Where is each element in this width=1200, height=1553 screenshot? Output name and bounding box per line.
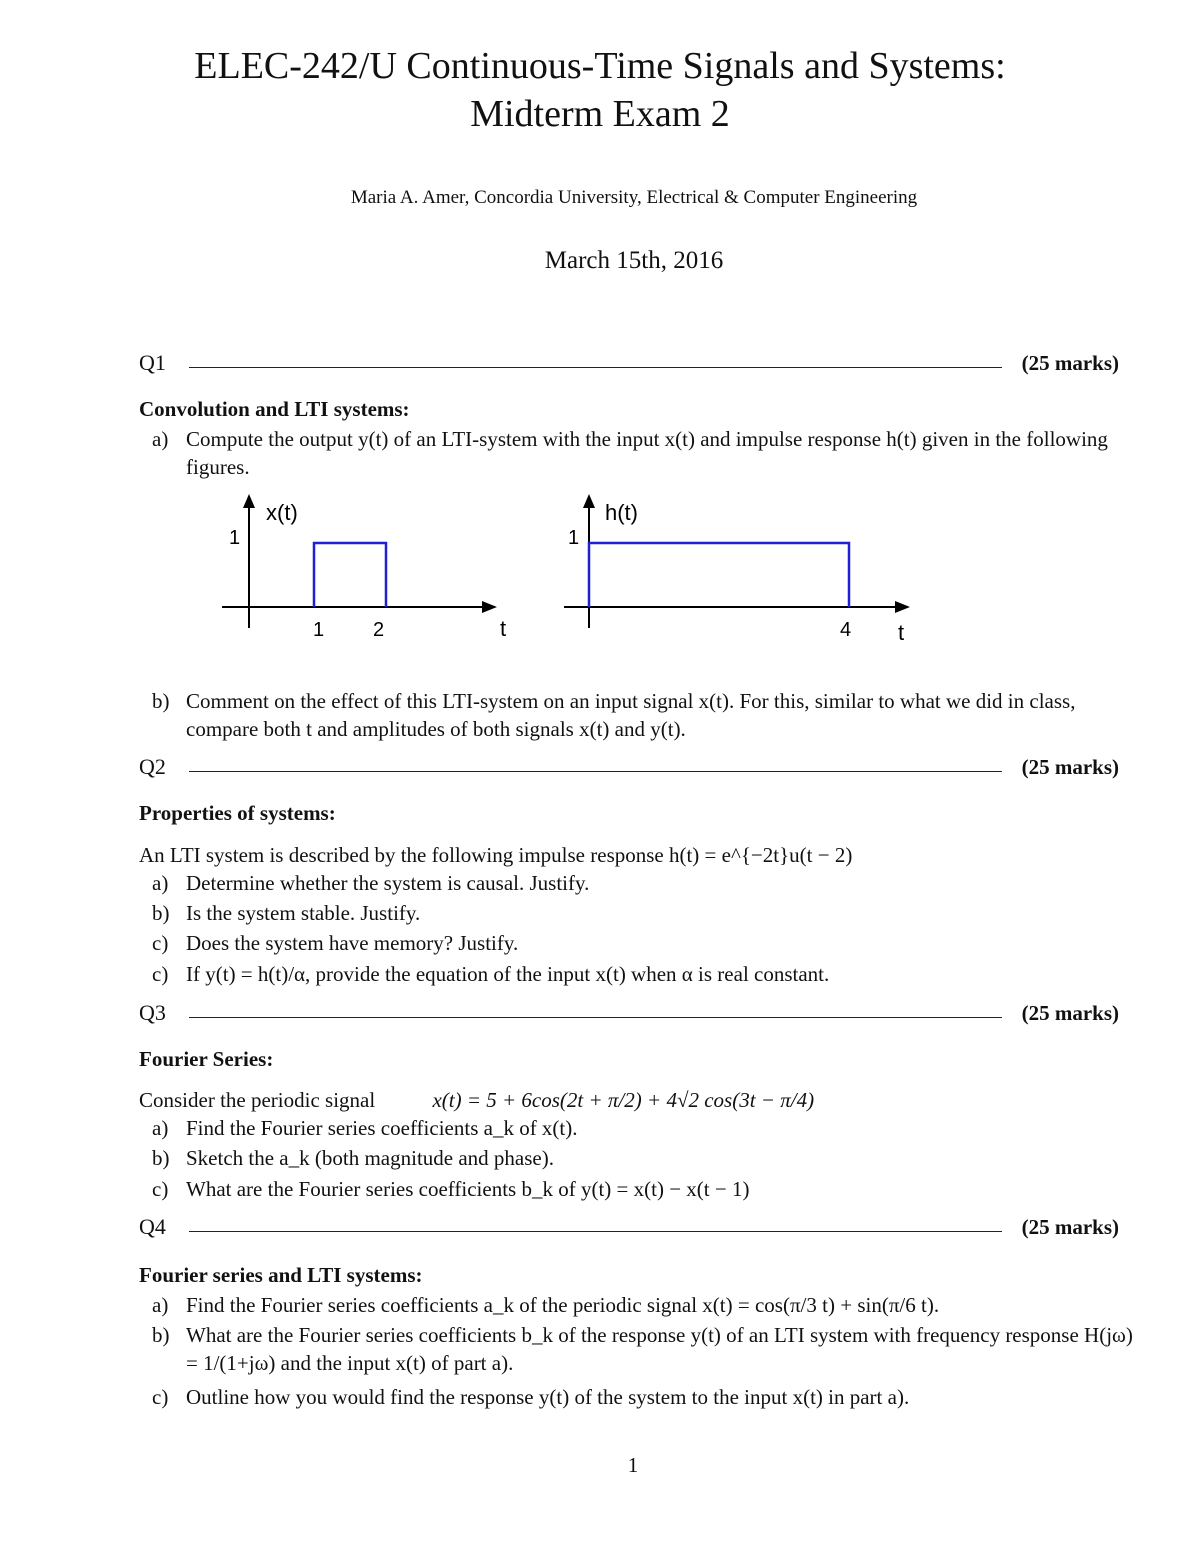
q4-part-b-label: b) xyxy=(152,1323,170,1347)
q1-part-b-text: Comment on the effect of this LTI-system on an input signal x(t). For this, similar to what we did in class, compare both t and amplitudes of both signals x(t) and y(t). xyxy=(186,689,1076,741)
x-t-pulse xyxy=(314,543,386,607)
q4-label: Q4 xyxy=(139,1214,166,1239)
q4-part-c-label: c) xyxy=(152,1385,169,1409)
x-t-plot xyxy=(222,494,506,641)
q1-marks: (25 marks) xyxy=(1021,350,1119,375)
q2-part-c-text: Does the system have memory? Justify. xyxy=(186,931,519,955)
q3-label: Q3 xyxy=(139,1000,166,1025)
exam-date: March 15th, 2016 xyxy=(544,247,724,274)
q3-part-c-text: What are the Fourier series coefficients b_k of y(t) = x(t) − x(t − 1) xyxy=(186,1177,750,1201)
h-t-y-tick: 1 xyxy=(568,527,580,549)
q4-section-title: Fourier series and LTI systems: xyxy=(139,1263,423,1287)
q3-equation: x(t) = 5 + 6cos(2t + π/2) + 4√2 cos(3t − π/4) xyxy=(432,1088,815,1112)
page-number: 1 xyxy=(627,1453,639,1477)
q3-part-a-label: a) xyxy=(152,1116,169,1140)
x-t-axis-label: t xyxy=(500,616,507,641)
q4-part-c xyxy=(152,1383,1137,1411)
title-line-2: Midterm Exam 2 xyxy=(470,93,730,135)
q4-part-c-text: Outline how you would find the response y(t) of the system to the input x(t) in part a). xyxy=(186,1385,910,1409)
q3-marks: (25 marks) xyxy=(1021,1000,1119,1025)
q2-part-a-label: a) xyxy=(152,871,169,895)
q1-part-a xyxy=(152,425,1137,481)
q1-part-a-label: a) xyxy=(152,427,169,451)
x-t-x-tick-2: 2 xyxy=(373,619,385,641)
q4-part-a xyxy=(152,1291,1137,1319)
q2-part-d xyxy=(152,960,1137,988)
q3-intro-line xyxy=(139,1086,1139,1114)
q2-intro: An LTI system is described by the following impulse response h(t) = e^{−2t}u(t − 2) xyxy=(139,843,853,867)
h-t-vertical-arrow xyxy=(583,494,595,508)
h-t-pulse xyxy=(589,543,849,607)
q3-header xyxy=(139,998,1119,1028)
q1-section-title: Convolution and LTI systems: xyxy=(139,397,410,421)
author-line: Maria A. Amer, Concordia University, Electrical & Computer Engineering xyxy=(350,187,918,208)
q1-header xyxy=(139,348,1119,378)
q1-part-b-label: b) xyxy=(152,689,170,713)
q4-part-a-text: Find the Fourier series coefficients a_k of the periodic signal x(t) = cos(π/3 t) + sin(π/6 t). xyxy=(186,1293,940,1317)
x-t-label: x(t) xyxy=(266,500,298,525)
q1-rule xyxy=(189,367,1002,368)
title-line-1: ELEC-242/U Continuous-Time Signals and Systems: xyxy=(194,45,1006,87)
h-t-horizontal-arrow xyxy=(895,601,910,613)
q3-part-a xyxy=(152,1114,1137,1142)
x-t-horizontal-arrow xyxy=(482,601,497,613)
q2-section-title: Properties of systems: xyxy=(139,801,336,825)
q2-part-c-label: c) xyxy=(152,931,169,955)
q3-part-a-text: Find the Fourier series coefficients a_k of x(t). xyxy=(186,1116,578,1140)
exam-title xyxy=(0,42,1200,138)
h-t-label: h(t) xyxy=(605,500,638,525)
q4-rule xyxy=(189,1231,1002,1232)
h-t-x-tick-4: 4 xyxy=(840,619,852,641)
q3-part-b-text: Sketch the a_k (both magnitude and phase). xyxy=(186,1146,554,1170)
q1-part-b xyxy=(152,687,1137,743)
q3-part-b-label: b) xyxy=(152,1146,170,1170)
h-t-axis-label: t xyxy=(898,620,905,645)
q2-rule xyxy=(189,771,1002,772)
q2-part-a-text: Determine whether the system is causal. Justify. xyxy=(186,871,590,895)
q3-part-c-label: c) xyxy=(152,1177,169,1201)
q2-part-d-label: c) xyxy=(152,962,169,986)
q2-part-b xyxy=(152,899,1137,927)
q1-part-a-text: Compute the output y(t) of an LTI-system with the input x(t) and impulse response h(t) given in the following figures. xyxy=(186,427,1108,479)
x-t-y-tick: 1 xyxy=(229,527,241,549)
q2-header xyxy=(139,752,1119,782)
x-t-x-tick-1: 1 xyxy=(313,619,325,641)
q3-part-c xyxy=(152,1175,1137,1203)
q3-rule xyxy=(189,1017,1002,1018)
q4-header xyxy=(139,1212,1119,1242)
x-t-vertical-arrow xyxy=(243,494,255,508)
q1-label: Q1 xyxy=(139,350,166,375)
q2-part-c xyxy=(152,929,1137,957)
h-t-plot xyxy=(564,494,910,645)
q4-part-b-text: What are the Fourier series coefficients b_k of the response y(t) of an LTI system with frequency response H(jω) = 1/(1+jω) and the input x(t) of part a). xyxy=(186,1323,1133,1375)
q2-marks: (25 marks) xyxy=(1021,754,1119,779)
q2-part-a xyxy=(152,869,1137,897)
q1-figures xyxy=(0,480,1200,660)
q4-marks: (25 marks) xyxy=(1021,1214,1119,1239)
q2-label: Q2 xyxy=(139,754,166,779)
q3-intro: Consider the periodic signal xyxy=(139,1088,376,1112)
q3-section-title: Fourier Series: xyxy=(139,1047,274,1071)
q4-part-a-label: a) xyxy=(152,1293,169,1317)
q4-part-b xyxy=(152,1321,1137,1377)
q2-part-b-text: Is the system stable. Justify. xyxy=(186,901,421,925)
q3-part-b xyxy=(152,1144,1137,1172)
q2-part-d-text: If y(t) = h(t)/α, provide the equation of the input x(t) when α is real constant. xyxy=(186,962,830,986)
q2-part-b-label: b) xyxy=(152,901,170,925)
